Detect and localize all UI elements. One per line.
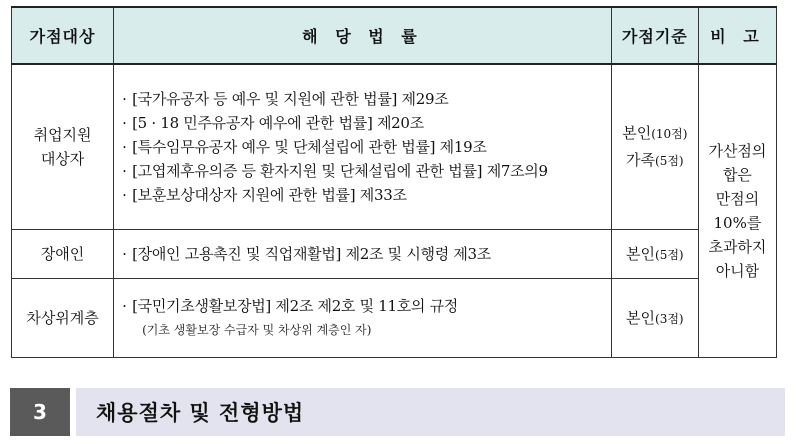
points-line: 본인(3점)	[626, 308, 684, 327]
section-title-bar	[76, 388, 785, 436]
table-header-row	[12, 7, 777, 64]
category-label: 대상자	[40, 150, 85, 168]
header-remark: 비 고	[698, 7, 776, 64]
section-number: 3	[10, 388, 70, 436]
category-cell	[12, 64, 114, 230]
points-line: 본인(10점)	[622, 124, 688, 142]
remark-line: 10%를	[713, 214, 762, 232]
category-label: 장애인	[40, 245, 85, 263]
table-row	[12, 64, 777, 230]
table-row	[12, 230, 777, 279]
remark-cell	[698, 64, 776, 358]
points-cell	[611, 64, 698, 230]
category-cell	[12, 279, 114, 358]
law-item: · [특수임무유공자 예우 및 단체설립에 관한 법률] 제19조	[122, 138, 487, 156]
header-criteria: 가점기준	[611, 7, 698, 64]
category-label: 차상위계층	[26, 309, 99, 327]
laws-cell	[114, 279, 612, 358]
section-heading	[10, 388, 785, 436]
category-cell	[12, 230, 114, 279]
remark-line: 만점의	[715, 190, 760, 208]
bonus-points-table-wrapper	[11, 6, 777, 337]
points-cell	[611, 279, 698, 358]
law-item: · [5 · 18 민주유공자 예우에 관한 법률] 제20조	[122, 114, 424, 132]
remark-line: 초과하지	[708, 238, 767, 256]
points-cell	[611, 230, 698, 279]
laws-cell	[114, 230, 612, 279]
category-label: 취업지원	[33, 126, 92, 144]
law-item: · [국가유공자 등 예우 및 지원에 관한 법률] 제29조	[122, 90, 449, 108]
law-note: (기초 생활보장 수급자 및 차상위 계층인 자)	[142, 323, 372, 337]
remark-line: 합은	[722, 166, 752, 184]
law-item: · [보훈보상대상자 지원에 관한 법률] 제33조	[122, 186, 407, 204]
remark-line: 아니함	[715, 262, 760, 280]
table-row	[12, 279, 777, 358]
law-item: · [장애인 고용촉진 및 직업재활법] 제2조 및 시행령 제3조	[122, 245, 491, 263]
points-line: 가족(5점)	[626, 151, 684, 169]
points-line: 본인(5점)	[626, 244, 684, 263]
header-target: 가점대상	[12, 7, 114, 64]
remark-line: 가산점의	[708, 142, 767, 160]
law-item: · [국민기초생활보장법] 제2조 제2호 및 11호의 규정	[122, 297, 458, 315]
laws-cell	[114, 64, 612, 230]
bonus-points-table	[11, 6, 777, 358]
law-item: · [고엽제후유의증 등 환자지원 및 단체설립에 관한 법률] 제7조의9	[122, 162, 548, 180]
section-title: 채용절차 및 전형방법	[96, 401, 305, 425]
header-laws: 해 당 법 률	[114, 7, 612, 64]
